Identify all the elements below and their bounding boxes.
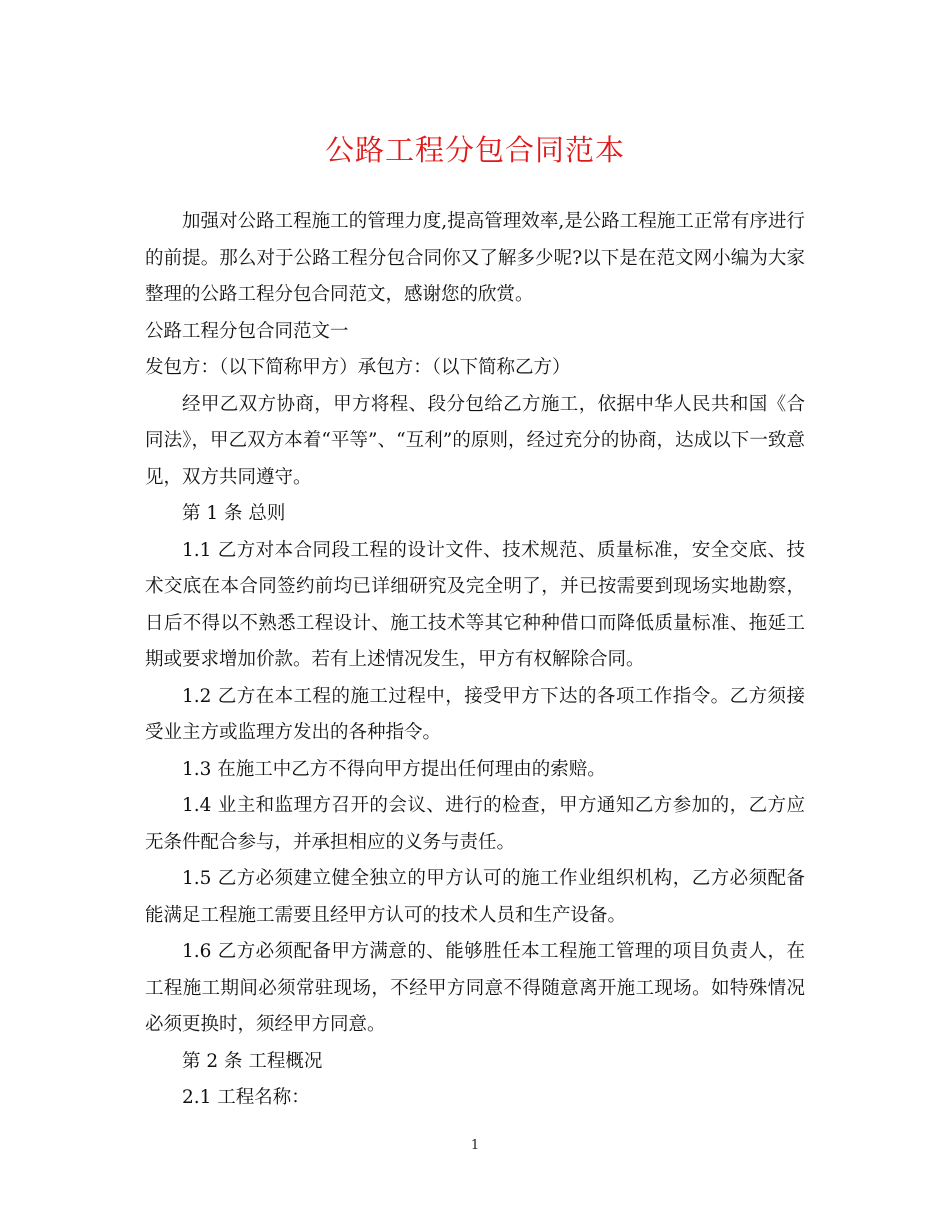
contract-parties-row — [145, 314, 805, 387]
parties-text: 发包方：（以下简称甲方）承包方：（以下简称乙方） — [145, 357, 571, 378]
document-body — [145, 204, 805, 1117]
clause-1-1: 1.1 乙方对本合同段工程的设计文件、技术规范、质量标准，安全交底、技术交底在本合同签约前均已详细研究及完全明了，并已按需要到现场实地勘察，日后不得以不熟悉工程设计、施工技术等其它种种借口而降低质量标准、拖延工期或要求增加价款。若有上述情况发生，甲方有权解除合同。 — [145, 539, 805, 670]
document-title: 公路工程分包合同范本 — [324, 133, 625, 167]
clause-1-6: 1.6 乙方必须配备甲方满意的、能够胜任本工程施工管理的项目负责人，在工程施工期间必须常驻现场，不经甲方同意不得随意离开施工现场。如特殊情况必须更换时，须经甲方同意。 — [145, 941, 805, 1035]
sample-heading: 公路工程分包合同范文一 — [145, 320, 349, 342]
clause-2-1: 2.1 工程名称： — [182, 1087, 310, 1108]
intro-paragraph: 加强对公路工程施工的管理力度,提高管理效率,是公路工程施工正常有序进行的前提。那么对于公路工程分包合同你又了解多少呢?以下是在范文网小编为大家整理的公路工程分包合同范文，感谢您的欣赏。 — [145, 211, 805, 305]
clause-1-4: 1.4 业主和监理方召开的会议、进行的检查，甲方通知乙方参加的，乙方应无条件配合参与，并承担相应的义务与责任。 — [145, 795, 805, 853]
article-2-heading: 第 2 条 工程概况 — [182, 1050, 323, 1072]
clause-1-2: 1.2 乙方在本工程的施工过程中，接受甲方下达的各项工作指令。乙方须接受业主方或监理方发出的各种指令。 — [145, 685, 805, 743]
page-number: 1 — [470, 1138, 480, 1153]
agreement-paragraph: 经甲乙双方协商，甲方将程、段分包给乙方施工，依据中华人民共和国《合同法》，甲乙双方本着“平等”、“互利”的原则，经过充分的协商，达成以下一致意见，双方共同遵守。 — [145, 393, 805, 488]
clause-1-5: 1.5 乙方必须建立健全独立的甲方认可的施工作业组织机构，乙方必须配备能满足工程施工需要且经甲方认可的技术人员和生产设备。 — [145, 868, 805, 926]
clause-1-3: 1.3 在施工中乙方不得向甲方提出任何理由的索赔。 — [182, 758, 606, 780]
article-1-heading: 第 1 条 总则 — [182, 503, 286, 524]
